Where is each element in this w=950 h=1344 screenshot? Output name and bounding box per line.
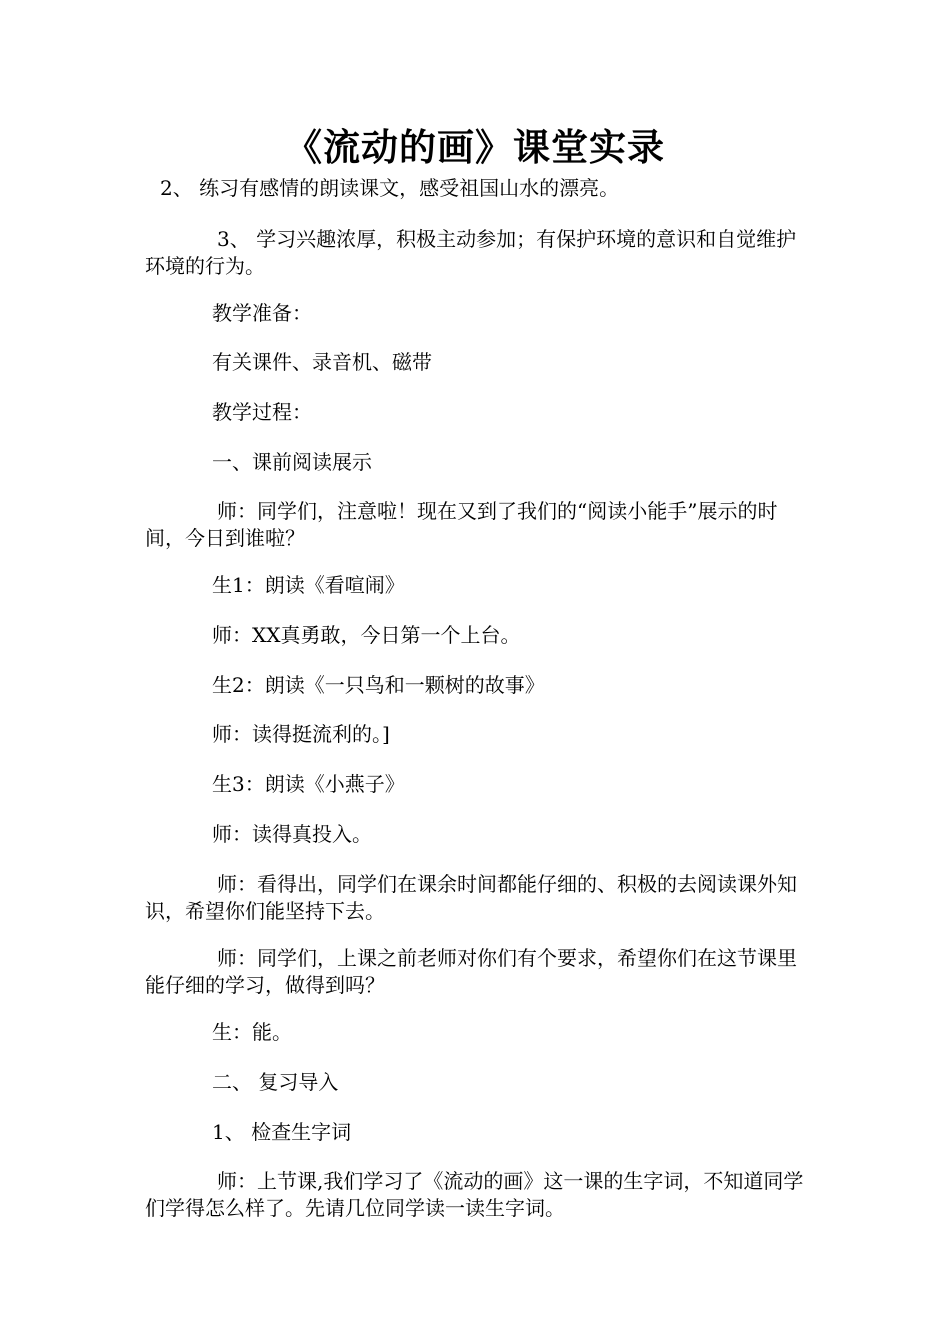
paragraph-preparation-items: 有关课件、录音机、磁带 [212,350,432,374]
paragraph-teacher-comment-1: 师：XX真勇敢，今日第一个上台。 [212,623,521,647]
paragraph-process-heading: 教学过程： [212,400,312,424]
paragraph-teacher-summary: 师：看得出，同学们在课余时间都能仔细的、积极的去阅读课外知识，希望你们能坚持下去。 [145,872,797,923]
paragraph-student-2: 生2：朗读《一只鸟和一颗树的故事》 [212,673,545,697]
paragraph-section-1-heading: 一、课前阅读展示 [212,450,372,474]
paragraph-teacher-intro: 师：同学们，注意啦！现在又到了我们的“阅读小能手”展示的时间，今日到谁啦？ [145,499,778,550]
paragraph-objective-3: 3、 学习兴趣浓厚，积极主动参加；有保护环境的意识和自觉维护环境的行为。 [145,227,797,278]
paragraph-teacher-review: 师：上节课,我们学习了《流动的画》这一课的生字词，不知道同学们学得怎么样了。先请几位同学读一读生字词。 [145,1169,804,1220]
paragraph-subsection-1-heading: 1、 检查生字词 [212,1120,352,1144]
paragraph-preparation-heading: 教学准备： [212,301,312,325]
paragraph-student-1: 生1：朗读《看喧闹》 [212,573,405,597]
paragraph-teacher-comment-2: 师：读得挺流利的。] [212,722,390,746]
paragraph-teacher-request: 师：同学们，上课之前老师对你们有个要求，希望你们在这节课里能仔细的学习，做得到吗？ [145,946,797,997]
paragraph-objective-2: 2、 练习有感情的朗读课文，感受祖国山水的漂亮。 [160,176,620,200]
paragraph-teacher-comment-3: 师：读得真投入。 [212,822,372,846]
paragraph-section-2-heading: 二、 复习导入 [212,1070,339,1094]
paragraph-student-3: 生3：朗读《小燕子》 [212,772,405,796]
paragraph-student-answer: 生：能。 [212,1020,292,1044]
document-title: 《流动的画》课堂实录 [285,125,665,169]
